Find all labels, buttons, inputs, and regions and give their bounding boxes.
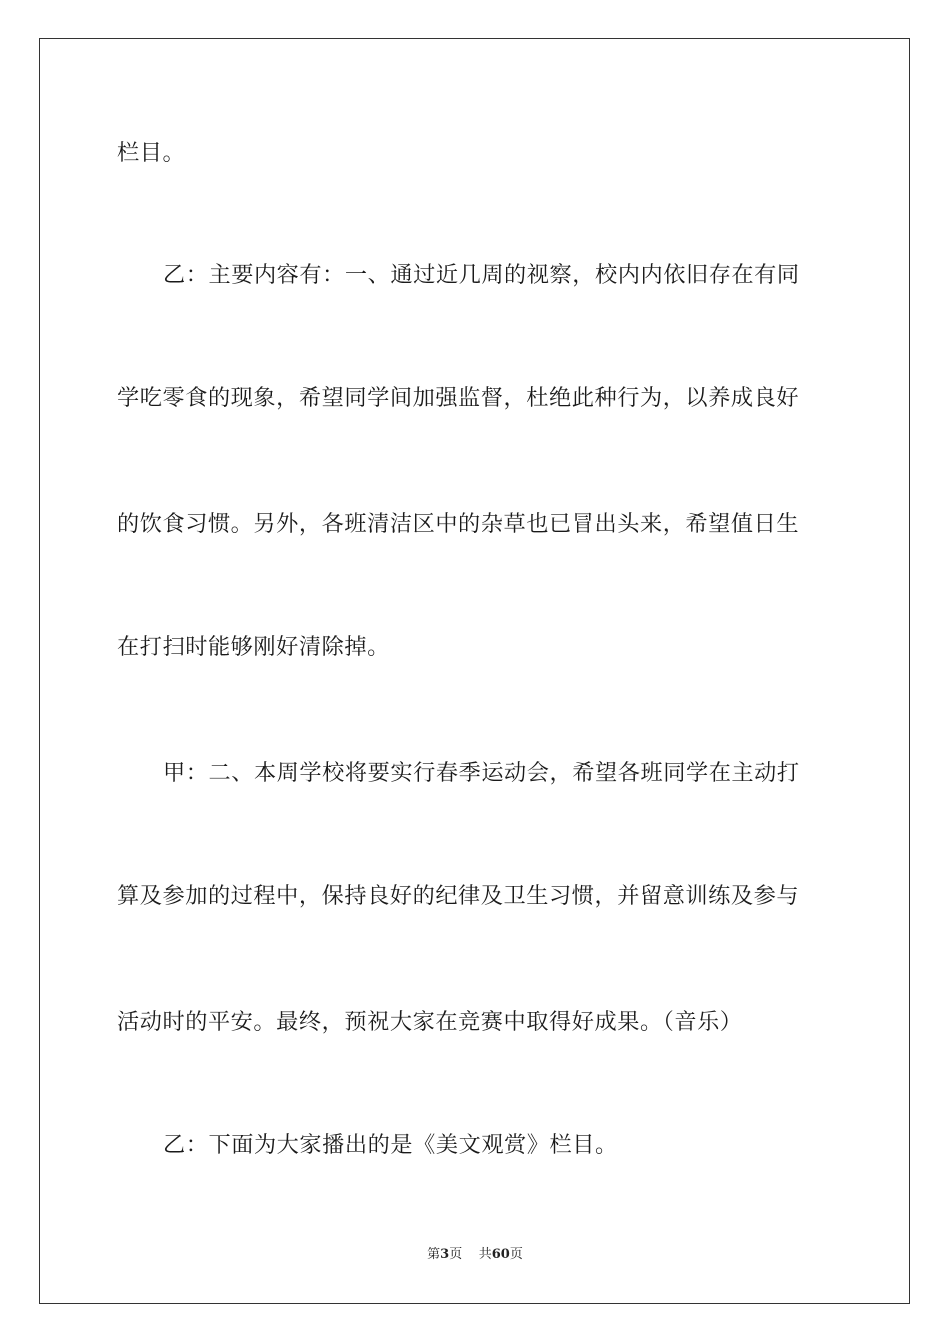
footer-page-suffix: 页: [449, 1247, 463, 1262]
paragraph-line-7: 算及参加的过程中，保持良好的纪律及卫生习惯，并留意训练及参与: [117, 883, 800, 909]
paragraph-line-8: 活动时的平安。最终，预祝大家在竞赛中取得好成果。（音乐）: [117, 1009, 743, 1035]
paragraph-line-5: 在打扫时能够刚好清除掉。: [117, 634, 390, 660]
footer-page-number: 3: [440, 1247, 450, 1262]
footer-total-prefix: 共: [478, 1247, 492, 1262]
footer-total-suffix: 页: [509, 1247, 523, 1262]
paragraph-line-4: 的饮食习惯。另外，各班清洁区中的杂草也已冒出头来，希望值日生: [117, 511, 800, 537]
paragraph-line-9: 乙：下面为大家播出的是《美文观赏》栏目。: [163, 1132, 618, 1158]
footer-total-number: 60: [491, 1247, 510, 1262]
page-border: [39, 38, 910, 1304]
paragraph-line-2: 乙：主要内容有：一、通过近几周的视察，校内内依旧存在有同: [163, 262, 800, 288]
footer-page-prefix: 第: [427, 1247, 441, 1262]
paragraph-line-6: 甲：二、本周学校将要实行春季运动会，希望各班同学在主动打: [163, 760, 800, 786]
paragraph-line-1: 栏目。: [117, 140, 186, 166]
page-footer: [0, 1246, 950, 1264]
paragraph-line-3: 学吃零食的现象，希望同学间加强监督，杜绝此种行为，以养成良好: [117, 385, 800, 411]
